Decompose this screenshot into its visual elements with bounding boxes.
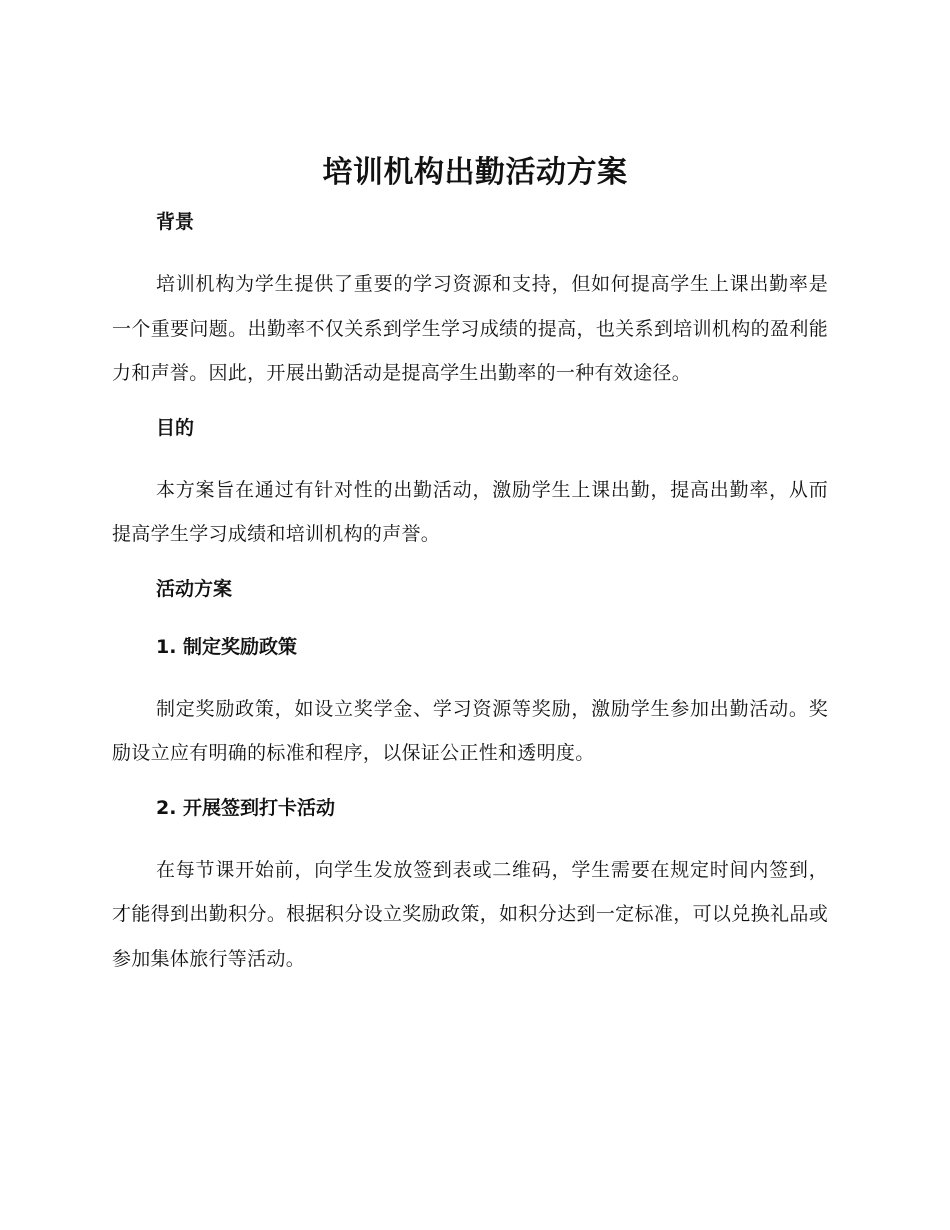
section-text-item1: 制定奖励政策，如设立奖学金、学习资源等奖励，激励学生参加出勤活动。奖励设立应有明确的标准和程序，以保证公正性和透明度。 <box>112 697 828 764</box>
document-body <box>112 204 828 981</box>
section-text-background: 培训机构为学生提供了重要的学习资源和支持，但如何提高学生上课出勤率是一个重要问题。出勤率不仅关系到学生学习成绩的提高，也关系到培训机构的盈利能力和声誉。因此，开展出勤活动是提高学生出勤率的一种有效途径。 <box>112 273 828 384</box>
section-heading-purpose: 目的 <box>156 416 195 439</box>
section-text-item2: 在每节课开始前，向学生发放签到表或二维码，学生需要在规定时间内签到，才能得到出勤积分。根据积分设立奖励政策，如积分达到一定标准，可以兑换礼品或参加集体旅行等活动。 <box>112 858 828 970</box>
section-heading-item2: 2. 开展签到打卡活动 <box>156 796 336 819</box>
section-heading-background: 背景 <box>156 211 195 233</box>
section-text-purpose: 本方案旨在通过有针对性的出勤活动，激励学生上课出勤，提高出勤率，从而提高学生学习成绩和培训机构的声誉。 <box>112 478 828 545</box>
section-heading-item1: 1. 制定奖励政策 <box>156 635 298 658</box>
document-title: 培训机构出勤活动方案 <box>322 155 628 190</box>
section-heading-plan: 活动方案 <box>156 577 233 600</box>
